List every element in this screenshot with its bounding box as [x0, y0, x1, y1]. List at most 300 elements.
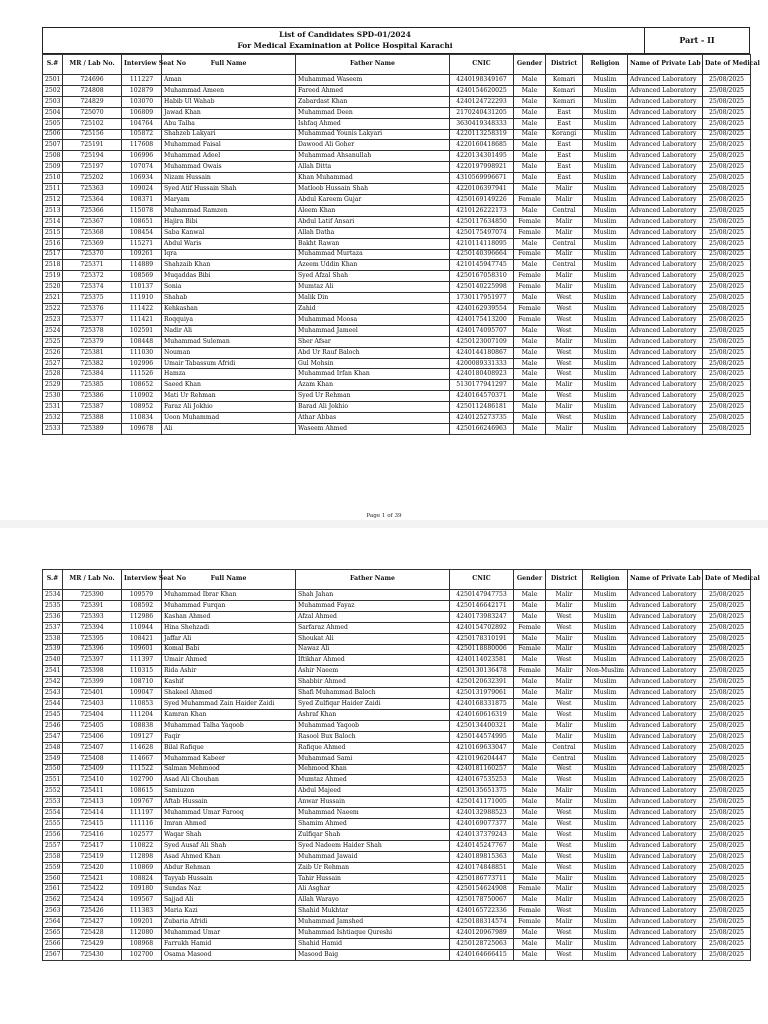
- district-cell: East: [546, 173, 583, 184]
- document-header: [42, 27, 750, 54]
- serial-cell: 2524: [43, 325, 63, 336]
- private-lab-cell: Advanced Laboratory: [628, 873, 703, 884]
- mr-lab-no-cell: 725387: [63, 402, 122, 413]
- district-cell: West: [546, 369, 583, 380]
- cnic-cell: 4240162939554: [450, 304, 514, 315]
- district-cell: Malir: [546, 184, 583, 195]
- father-name-cell: Ashir Naeem: [296, 666, 450, 677]
- serial-cell: 2552: [43, 786, 63, 797]
- date-of-medical-cell: 25/08/2025: [703, 216, 751, 227]
- father-name-cell: Mumtaz Ali: [296, 282, 450, 293]
- gender-cell: Female: [514, 216, 546, 227]
- serial-cell: 2507: [43, 140, 63, 151]
- interview-seat-cell: 109567: [122, 895, 162, 906]
- table-row: [43, 271, 751, 282]
- district-cell: Malir: [546, 644, 583, 655]
- district-cell: Malir: [546, 786, 583, 797]
- gender-cell: Male: [514, 895, 546, 906]
- cnic-cell: 2170240431205: [450, 107, 514, 118]
- table-row: [43, 96, 751, 107]
- interview-seat-cell: 102790: [122, 775, 162, 786]
- serial-cell: 2531: [43, 402, 63, 413]
- private-lab-cell: Advanced Laboratory: [628, 709, 703, 720]
- table-row: [43, 107, 751, 118]
- full-name-cell: Maria Kazi: [162, 906, 296, 917]
- private-lab-cell: Advanced Laboratory: [628, 391, 703, 402]
- full-name-cell: Jaffar Ali: [162, 633, 296, 644]
- father-name-cell: Muhammad Ishtiaque Qureshi: [296, 928, 450, 939]
- religion-cell: Muslim: [583, 840, 628, 851]
- private-lab-cell: Advanced Laboratory: [628, 238, 703, 249]
- mr-lab-no-cell: 725102: [63, 118, 122, 129]
- date-of-medical-cell: 25/08/2025: [703, 140, 751, 151]
- father-name-cell: Muhammad Irfan Khan: [296, 369, 450, 380]
- date-of-medical-cell: 25/08/2025: [703, 677, 751, 688]
- cnic-cell: 4250178750067: [450, 895, 514, 906]
- private-lab-cell: Advanced Laboratory: [628, 819, 703, 830]
- column-header-gender: Gender: [514, 55, 546, 75]
- cnic-cell: 4250135651375: [450, 786, 514, 797]
- district-cell: Malir: [546, 720, 583, 731]
- title-line-1: List of Candidates SPD-01/2024: [279, 30, 411, 39]
- religion-cell: Muslim: [583, 928, 628, 939]
- date-of-medical-cell: 25/08/2025: [703, 797, 751, 808]
- private-lab-cell: Advanced Laboratory: [628, 358, 703, 369]
- gender-cell: Female: [514, 906, 546, 917]
- religion-cell: Muslim: [583, 906, 628, 917]
- mr-lab-no-cell: 725374: [63, 282, 122, 293]
- gender-cell: Male: [514, 107, 546, 118]
- date-of-medical-cell: 25/08/2025: [703, 949, 751, 960]
- father-name-cell: Zulfiqar Shah: [296, 829, 450, 840]
- gender-cell: Male: [514, 939, 546, 950]
- table-row: [43, 118, 751, 129]
- private-lab-cell: Advanced Laboratory: [628, 928, 703, 939]
- father-name-cell: Syed Zulfiqar Haider Zaidi: [296, 699, 450, 710]
- mr-lab-no-cell: 725371: [63, 260, 122, 271]
- gender-cell: Female: [514, 194, 546, 205]
- father-name-cell: Shoukat Ali: [296, 633, 450, 644]
- religion-cell: Muslim: [583, 238, 628, 249]
- table-row: [43, 336, 751, 347]
- table-row: [43, 895, 751, 906]
- date-of-medical-cell: 25/08/2025: [703, 282, 751, 293]
- interview-seat-cell: 110315: [122, 666, 162, 677]
- mr-lab-no-cell: 725369: [63, 238, 122, 249]
- full-name-cell: Waqar Shah: [162, 829, 296, 840]
- cnic-cell: 4310569996671: [450, 173, 514, 184]
- serial-cell: 2506: [43, 129, 63, 140]
- date-of-medical-cell: 25/08/2025: [703, 895, 751, 906]
- district-cell: East: [546, 140, 583, 151]
- private-lab-cell: Advanced Laboratory: [628, 622, 703, 633]
- religion-cell: Muslim: [583, 949, 628, 960]
- father-name-cell: Zabardast Khan: [296, 96, 450, 107]
- private-lab-cell: Advanced Laboratory: [628, 829, 703, 840]
- gender-cell: Male: [514, 151, 546, 162]
- cnic-cell: 4240189815363: [450, 851, 514, 862]
- mr-lab-no-cell: 725408: [63, 753, 122, 764]
- district-cell: Malir: [546, 677, 583, 688]
- table-row: [43, 194, 751, 205]
- district-cell: West: [546, 808, 583, 819]
- religion-cell: Muslim: [583, 786, 628, 797]
- date-of-medical-cell: 25/08/2025: [703, 939, 751, 950]
- interview-seat-cell: 109201: [122, 917, 162, 928]
- date-of-medical-cell: 25/08/2025: [703, 129, 751, 140]
- interview-seat-cell: 108448: [122, 336, 162, 347]
- mr-lab-no-cell: 725405: [63, 720, 122, 731]
- father-name-cell: Shah Jahan: [296, 590, 450, 601]
- full-name-cell: Samiuzon: [162, 786, 296, 797]
- district-cell: West: [546, 325, 583, 336]
- district-cell: Malir: [546, 424, 583, 435]
- father-name-cell: Muhammad Naeem: [296, 808, 450, 819]
- district-cell: Central: [546, 742, 583, 753]
- cnic-cell: 4250175497074: [450, 227, 514, 238]
- district-cell: Central: [546, 753, 583, 764]
- interview-seat-cell: 108651: [122, 216, 162, 227]
- mr-lab-no-cell: 725370: [63, 249, 122, 260]
- serial-cell: 2516: [43, 238, 63, 249]
- private-lab-cell: Advanced Laboratory: [628, 216, 703, 227]
- gender-cell: Male: [514, 173, 546, 184]
- mr-lab-no-cell: 725415: [63, 819, 122, 830]
- religion-cell: Muslim: [583, 590, 628, 601]
- mr-lab-no-cell: 725411: [63, 786, 122, 797]
- gender-cell: Male: [514, 709, 546, 720]
- private-lab-cell: Advanced Laboratory: [628, 644, 703, 655]
- cnic-cell: 4240164666415: [450, 949, 514, 960]
- district-cell: Malir: [546, 895, 583, 906]
- religion-cell: Muslim: [583, 249, 628, 260]
- religion-cell: Muslim: [583, 633, 628, 644]
- serial-cell: 2525: [43, 336, 63, 347]
- private-lab-cell: Advanced Laboratory: [628, 851, 703, 862]
- date-of-medical-cell: 25/08/2025: [703, 699, 751, 710]
- father-name-cell: Syed Afzal Shah: [296, 271, 450, 282]
- father-name-cell: Syed Ur Rehman: [296, 391, 450, 402]
- private-lab-cell: Advanced Laboratory: [628, 107, 703, 118]
- cnic-cell: 4250117634850: [450, 216, 514, 227]
- full-name-cell: Muhammad Umar Farooq: [162, 808, 296, 819]
- full-name-cell: Abu Talha: [162, 118, 296, 129]
- father-name-cell: Allah Datha: [296, 227, 450, 238]
- private-lab-cell: Advanced Laboratory: [628, 162, 703, 173]
- table-header-row: [43, 570, 751, 590]
- religion-cell: Muslim: [583, 260, 628, 271]
- gender-cell: Male: [514, 655, 546, 666]
- gender-cell: Male: [514, 949, 546, 960]
- cnic-cell: 5130177941297: [450, 380, 514, 391]
- district-cell: West: [546, 862, 583, 873]
- gender-cell: Male: [514, 140, 546, 151]
- father-name-cell: Rafique Ahmed: [296, 742, 450, 753]
- religion-cell: Muslim: [583, 271, 628, 282]
- serial-cell: 2501: [43, 75, 63, 86]
- district-cell: West: [546, 611, 583, 622]
- interview-seat-cell: 102700: [122, 949, 162, 960]
- religion-cell: Muslim: [583, 600, 628, 611]
- religion-cell: Muslim: [583, 336, 628, 347]
- father-name-cell: Shabbir Ahmed: [296, 677, 450, 688]
- table-row: [43, 699, 751, 710]
- table-row: [43, 173, 751, 184]
- column-header-full-name: Full Name: [162, 55, 296, 75]
- mr-lab-no-cell: 725377: [63, 314, 122, 325]
- gender-cell: Male: [514, 129, 546, 140]
- full-name-cell: Muhammad Talha Yaqoob: [162, 720, 296, 731]
- district-cell: Malir: [546, 600, 583, 611]
- full-name-cell: Mati Ur Rehman: [162, 391, 296, 402]
- table-row: [43, 775, 751, 786]
- private-lab-cell: Advanced Laboratory: [628, 314, 703, 325]
- interview-seat-cell: 110869: [122, 862, 162, 873]
- interview-seat-cell: 110853: [122, 699, 162, 710]
- interview-seat-cell: 110902: [122, 391, 162, 402]
- date-of-medical-cell: 25/08/2025: [703, 173, 751, 184]
- religion-cell: Muslim: [583, 325, 628, 336]
- gender-cell: Male: [514, 162, 546, 173]
- table-row: [43, 293, 751, 304]
- full-name-cell: Osama Masood: [162, 949, 296, 960]
- interview-seat-cell: 111522: [122, 764, 162, 775]
- cnic-cell: 4250167058310: [450, 271, 514, 282]
- gender-cell: Male: [514, 753, 546, 764]
- private-lab-cell: Advanced Laboratory: [628, 611, 703, 622]
- interview-seat-cell: 102996: [122, 358, 162, 369]
- date-of-medical-cell: 25/08/2025: [703, 107, 751, 118]
- table-row: [43, 928, 751, 939]
- full-name-cell: Umair Ahmed: [162, 655, 296, 666]
- interview-seat-cell: 109127: [122, 731, 162, 742]
- district-cell: Kemari: [546, 85, 583, 96]
- full-name-cell: Syed Ausaf Ali Shah: [162, 840, 296, 851]
- gender-cell: Male: [514, 611, 546, 622]
- mr-lab-no-cell: 725424: [63, 895, 122, 906]
- private-lab-cell: Advanced Laboratory: [628, 380, 703, 391]
- serial-cell: 2533: [43, 424, 63, 435]
- cnic-cell: 4240180408923: [450, 369, 514, 380]
- private-lab-cell: Advanced Laboratory: [628, 699, 703, 710]
- mr-lab-no-cell: 725197: [63, 162, 122, 173]
- district-cell: Malir: [546, 917, 583, 928]
- interview-seat-cell: 112080: [122, 928, 162, 939]
- serial-cell: 2522: [43, 304, 63, 315]
- religion-cell: Muslim: [583, 611, 628, 622]
- interview-seat-cell: 108371: [122, 194, 162, 205]
- serial-cell: 2508: [43, 151, 63, 162]
- interview-seat-cell: 111030: [122, 347, 162, 358]
- father-name-cell: Muhammad Jawaid: [296, 851, 450, 862]
- father-name-cell: Waseem Ahmed: [296, 424, 450, 435]
- gender-cell: Male: [514, 928, 546, 939]
- table-row: [43, 600, 751, 611]
- cnic-cell: 4250128725063: [450, 939, 514, 950]
- father-name-cell: Anwar Hussain: [296, 797, 450, 808]
- gender-cell: Male: [514, 808, 546, 819]
- full-name-cell: Muhammad Umar: [162, 928, 296, 939]
- religion-cell: Muslim: [583, 829, 628, 840]
- table-row: [43, 249, 751, 260]
- gender-cell: Female: [514, 282, 546, 293]
- page-number: Page 1 of 39: [366, 513, 402, 519]
- date-of-medical-cell: 25/08/2025: [703, 402, 751, 413]
- district-cell: Malir: [546, 194, 583, 205]
- district-cell: West: [546, 764, 583, 775]
- private-lab-cell: Advanced Laboratory: [628, 96, 703, 107]
- gender-cell: Male: [514, 358, 546, 369]
- cnic-cell: 4240154620025: [450, 85, 514, 96]
- private-lab-cell: Advanced Laboratory: [628, 862, 703, 873]
- father-name-cell: Malik Din: [296, 293, 450, 304]
- cnic-cell: 4240169077377: [450, 819, 514, 830]
- mr-lab-no-cell: 725420: [63, 862, 122, 873]
- gender-cell: Female: [514, 917, 546, 928]
- father-name-cell: Muhammad Ahsanullah: [296, 151, 450, 162]
- religion-cell: Muslim: [583, 753, 628, 764]
- interview-seat-cell: 111421: [122, 314, 162, 325]
- mr-lab-no-cell: 725364: [63, 194, 122, 205]
- mr-lab-no-cell: 725395: [63, 633, 122, 644]
- interview-seat-cell: 108615: [122, 786, 162, 797]
- mr-lab-no-cell: 725156: [63, 129, 122, 140]
- serial-cell: 2567: [43, 949, 63, 960]
- cnic-cell: 4250140225998: [450, 282, 514, 293]
- cnic-cell: 4240181160257: [450, 764, 514, 775]
- serial-cell: 2526: [43, 347, 63, 358]
- father-name-cell: Abdul Kareem Gujar: [296, 194, 450, 205]
- full-name-cell: Faqir: [162, 731, 296, 742]
- serial-cell: 2538: [43, 633, 63, 644]
- table-row: [43, 325, 751, 336]
- father-name-cell: Sher Afsar: [296, 336, 450, 347]
- private-lab-cell: Advanced Laboratory: [628, 424, 703, 435]
- district-cell: West: [546, 819, 583, 830]
- date-of-medical-cell: 25/08/2025: [703, 600, 751, 611]
- gender-cell: Male: [514, 862, 546, 873]
- district-cell: West: [546, 699, 583, 710]
- cnic-cell: 4240145247767: [450, 840, 514, 851]
- private-lab-cell: Advanced Laboratory: [628, 764, 703, 775]
- religion-cell: Non-Muslim: [583, 666, 628, 677]
- private-lab-cell: Advanced Laboratory: [628, 413, 703, 424]
- mr-lab-no-cell: 725429: [63, 939, 122, 950]
- full-name-cell: Iqra: [162, 249, 296, 260]
- religion-cell: Muslim: [583, 677, 628, 688]
- serial-cell: 2537: [43, 622, 63, 633]
- cnic-cell: 4250178310191: [450, 633, 514, 644]
- column-header-religion: Religion: [583, 570, 628, 590]
- cnic-cell: 4240174095707: [450, 325, 514, 336]
- table-row: [43, 655, 751, 666]
- private-lab-cell: Advanced Laboratory: [628, 895, 703, 906]
- district-cell: Malir: [546, 873, 583, 884]
- serial-cell: 2545: [43, 709, 63, 720]
- full-name-cell: Aman: [162, 75, 296, 86]
- father-name-cell: Gul Mohsin: [296, 358, 450, 369]
- date-of-medical-cell: 25/08/2025: [703, 590, 751, 601]
- private-lab-cell: Advanced Laboratory: [628, 655, 703, 666]
- father-name-cell: Shafi Muhammad Baloch: [296, 688, 450, 699]
- gender-cell: Female: [514, 304, 546, 315]
- district-cell: West: [546, 775, 583, 786]
- religion-cell: Muslim: [583, 622, 628, 633]
- religion-cell: Muslim: [583, 851, 628, 862]
- full-name-cell: Muhammad Ameen: [162, 85, 296, 96]
- column-header-religion: Religion: [583, 55, 628, 75]
- mr-lab-no-cell: 725394: [63, 622, 122, 633]
- father-name-cell: Syed Nadeem Haider Shah: [296, 840, 450, 851]
- cnic-cell: 4240137379243: [450, 829, 514, 840]
- private-lab-cell: Advanced Laboratory: [628, 184, 703, 195]
- date-of-medical-cell: 25/08/2025: [703, 808, 751, 819]
- mr-lab-no-cell: 725376: [63, 304, 122, 315]
- full-name-cell: Nouman: [162, 347, 296, 358]
- mr-lab-no-cell: 724808: [63, 85, 122, 96]
- religion-cell: Muslim: [583, 402, 628, 413]
- date-of-medical-cell: 25/08/2025: [703, 118, 751, 129]
- full-name-cell: Uoon Muhammad: [162, 413, 296, 424]
- full-name-cell: Shahzeb Lakyari: [162, 129, 296, 140]
- mr-lab-no-cell: 725390: [63, 590, 122, 601]
- father-name-cell: Mehmood Khan: [296, 764, 450, 775]
- serial-cell: 2534: [43, 590, 63, 601]
- private-lab-cell: Advanced Laboratory: [628, 205, 703, 216]
- private-lab-cell: Advanced Laboratory: [628, 884, 703, 895]
- mr-lab-no-cell: 725428: [63, 928, 122, 939]
- table-row: [43, 314, 751, 325]
- serial-cell: 2561: [43, 884, 63, 895]
- district-cell: Malir: [546, 666, 583, 677]
- private-lab-cell: Advanced Laboratory: [628, 666, 703, 677]
- gender-cell: Male: [514, 347, 546, 358]
- mr-lab-no-cell: 725194: [63, 151, 122, 162]
- gender-cell: Male: [514, 391, 546, 402]
- mr-lab-no-cell: 725384: [63, 369, 122, 380]
- table-row: [43, 260, 751, 271]
- date-of-medical-cell: 25/08/2025: [703, 391, 751, 402]
- father-name-cell: Muhammad Younis Lakyari: [296, 129, 450, 140]
- mr-lab-no-cell: 725366: [63, 205, 122, 216]
- table-row: [43, 644, 751, 655]
- religion-cell: Muslim: [583, 655, 628, 666]
- full-name-cell: Salman Mehmood: [162, 764, 296, 775]
- religion-cell: Muslim: [583, 151, 628, 162]
- full-name-cell: Hajira Bibi: [162, 216, 296, 227]
- interview-seat-cell: 111227: [122, 75, 162, 86]
- religion-cell: Muslim: [583, 709, 628, 720]
- father-name-cell: Zaib Ur Rehman: [296, 862, 450, 873]
- gender-cell: Male: [514, 873, 546, 884]
- mr-lab-no-cell: 725386: [63, 391, 122, 402]
- date-of-medical-cell: 25/08/2025: [703, 194, 751, 205]
- private-lab-cell: Advanced Laboratory: [628, 402, 703, 413]
- father-name-cell: Ishfaq Ahmed: [296, 118, 450, 129]
- table-row: [43, 633, 751, 644]
- interview-seat-cell: 109678: [122, 424, 162, 435]
- cnic-cell: 4240168331875: [450, 699, 514, 710]
- gender-cell: Male: [514, 402, 546, 413]
- father-name-cell: Mumtaz Ahmed: [296, 775, 450, 786]
- district-cell: Malir: [546, 633, 583, 644]
- district-cell: Malir: [546, 731, 583, 742]
- date-of-medical-cell: 25/08/2025: [703, 151, 751, 162]
- religion-cell: Muslim: [583, 293, 628, 304]
- date-of-medical-cell: 25/08/2025: [703, 884, 751, 895]
- religion-cell: Muslim: [583, 129, 628, 140]
- private-lab-cell: Advanced Laboratory: [628, 293, 703, 304]
